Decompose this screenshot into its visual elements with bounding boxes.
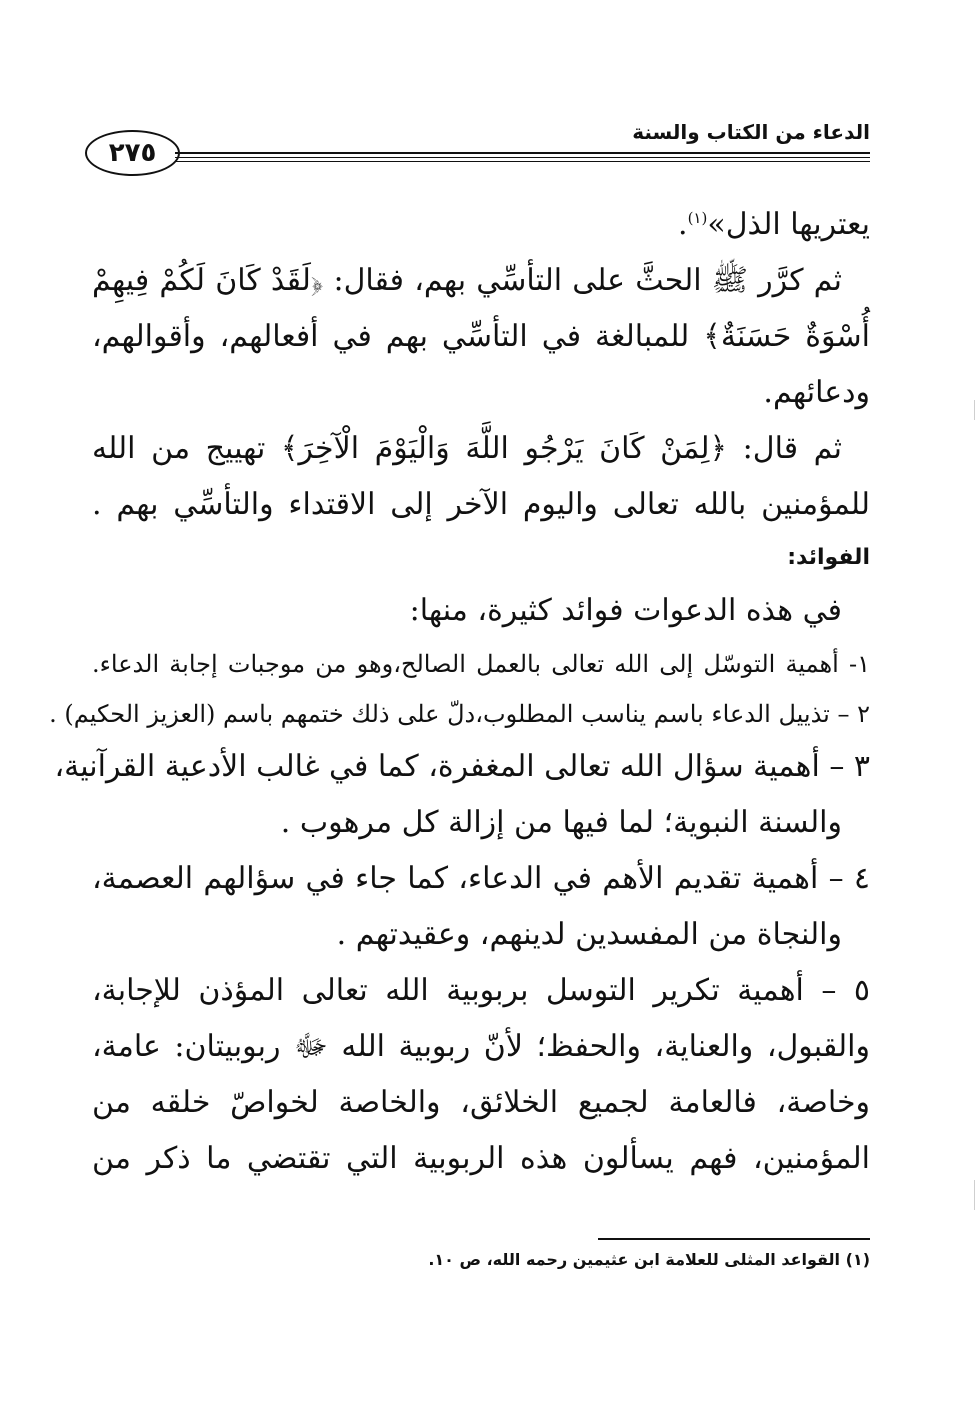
list-item: ٣ – أهمية سؤال الله تعالى المغفرة، كما في غالب الأدعية القرآنية، [54, 749, 870, 784]
header-rule-thin [175, 157, 870, 158]
list-item-continuation: وخاصة، فالعامة لجميع الخلائق، والخاصة لخواصّ خلقه من [92, 1085, 870, 1120]
list-item: ٤ – أهمية تقديم الأهم في الدعاء، كما جاء في سؤالهم العصمة، [92, 861, 870, 896]
section-heading: الفوائد: [787, 545, 870, 570]
list-item-continuation: والقبول، والعناية، والحفظ؛ لأنّ ربوبية الله ﷻ ربوبيتان: عامة، [92, 1029, 870, 1064]
list-item: ١- أهمية التوسّل إلى الله تعالى بالعمل الصالح،وهو من موجبات إجابة الدعاء. [92, 650, 870, 678]
text-line [92, 190, 870, 253]
text-line: ثم كرَّر ﷺ الحثَّ على التأسِّي بهم، فقال: ﴿لَقَدْ كَانَ لَكُمْ فِيهِمْ [92, 263, 842, 298]
page-header [85, 118, 870, 180]
text-fragment: . [678, 207, 688, 242]
list-item-continuation: والسنة النبوية؛ لما فيها من إزالة كل مرهوب . [280, 805, 842, 840]
text-line: أُسْوَةٌ حَسَنَةٌ﴾ للمبالغة في التأسِّي بهم في أفعالهم، وأقوالهم، [92, 319, 870, 354]
list-item: ٥ – أهمية تكرير التوسل بربوبية الله تعالى المؤذن للإجابة، [92, 973, 870, 1008]
scan-mark [974, 1180, 975, 1210]
page-number: ٢٧٥ [85, 130, 180, 176]
header-rule [175, 152, 870, 154]
text-fragment: يعتريها الذل» [707, 207, 870, 242]
text-line: للمؤمنين بالله تعالى واليوم الآخر إلى الاقتداء والتأسِّي بهم . [92, 487, 870, 522]
text-line: ثم قال: ﴿لِمَنْ كَانَ يَرْجُو اللَّهَ وَالْيَوْمَ الْآخِرَ﴾ تهييج من الله [92, 431, 842, 466]
footnote: (١) القواعد المثلى للعلامة ابن عثيمين رحمه الله، ص ١٠. [428, 1250, 870, 1269]
text-line: في هذه الدعوات فوائد كثيرة، منها: [409, 593, 842, 628]
footnote-rule [598, 1238, 870, 1240]
list-item: ٢ – تذييل الدعاء باسم يناسب المطلوب،دلّ على ذلك ختمهم باسم (العزيز الحكيم) . [49, 700, 870, 728]
scan-mark [974, 400, 975, 420]
text-line: ودعائهم. [763, 375, 870, 410]
page-body [49, 190, 870, 1187]
list-item-continuation: المؤمنين، فهم يسألون هذه الربوبية التي تقتضي ما ذكر من [92, 1141, 870, 1176]
header-rule-thin [175, 161, 870, 162]
list-item-continuation: والنجاة من المفسدين لدينهم، وعقيدتهم . [336, 917, 842, 952]
footnote-ref: (١) [687, 209, 708, 227]
running-title: الدعاء من الكتاب والسنة [632, 120, 870, 144]
